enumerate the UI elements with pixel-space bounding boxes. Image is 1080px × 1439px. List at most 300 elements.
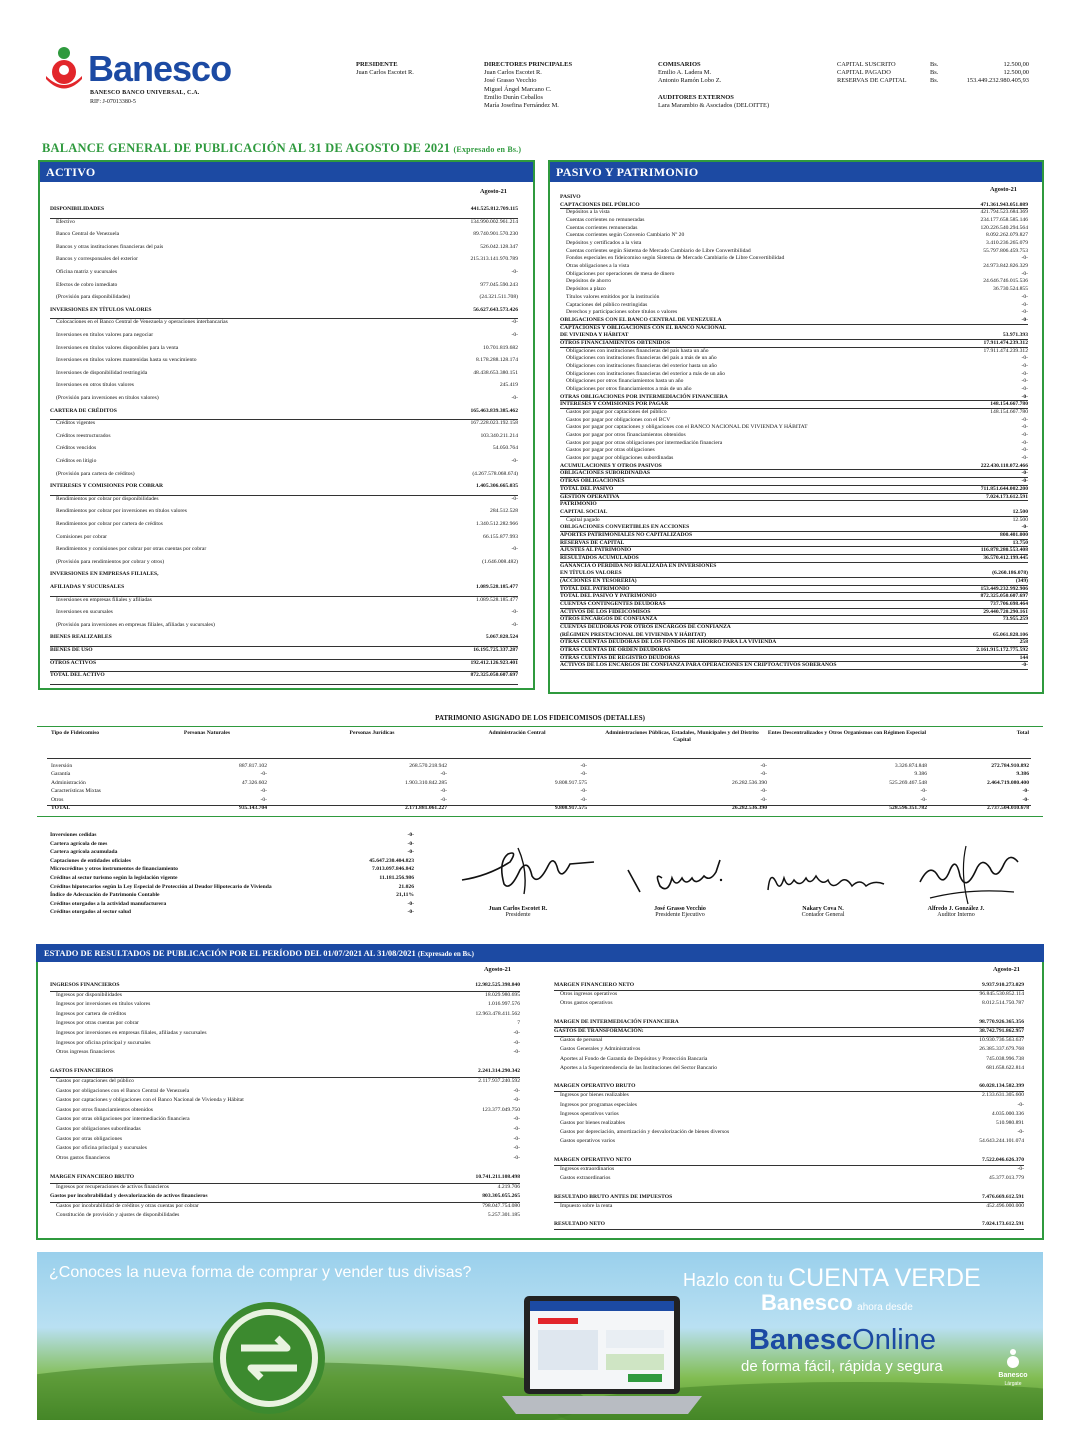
- row-label: MARGEN OPERATIVO BRUTO: [554, 1083, 636, 1090]
- statement-row: [50, 571, 518, 577]
- indicador-label: Créditos hipotecarios según la Ley Especial de Protección al Deudor Hipotecario de Vivienda: [50, 883, 272, 890]
- statement-row: [560, 601, 1028, 607]
- statement-row: [560, 1092, 1024, 1098]
- row-label: (Provisión para rendimientos por cobrar y otros): [56, 558, 165, 565]
- statement-row: [56, 1030, 520, 1036]
- row-label: Bancos y otras instituciones financieras del país: [56, 243, 164, 250]
- statement-row: [50, 1193, 520, 1199]
- statement-row: [566, 417, 1028, 423]
- row-label: Gastos de personal: [560, 1037, 603, 1044]
- row-label: Fondos especiales en fideicomiso según Sistema de Mercado Cambiario de Libre Convertibilidad: [566, 255, 785, 262]
- row-label: Ingresos por programas especiales: [560, 1101, 637, 1108]
- row-value: 222.430.118.072.466: [980, 462, 1028, 469]
- row-label: MARGEN DE INTERMEDIACIÓN FINANCIERA: [554, 1018, 679, 1025]
- row-label: Inversiones en títulos valores disponibles para la venta: [56, 344, 179, 351]
- fidei-header: Tipo de Fideicomiso: [51, 730, 100, 736]
- row-value: (4.267.578.068.674): [472, 470, 518, 477]
- row-value: 1.016.997.576: [487, 1001, 520, 1008]
- row-value: -0-: [1021, 524, 1028, 531]
- statement-row: [566, 255, 1028, 261]
- row-value: -0-: [513, 1087, 520, 1094]
- indicador-label: Índice de Adecuación de Patrimonio Contable: [50, 892, 160, 899]
- row-label: Efectos de cobro inmediato: [56, 281, 118, 288]
- row-value: 29.440.720.290.161: [983, 608, 1028, 615]
- row-label: Gastos por obligaciones subordinadas: [56, 1126, 141, 1132]
- statement-row: [566, 294, 1028, 300]
- signature-grasso-icon: [624, 852, 734, 902]
- banner-facil: de forma fácil, rápida y segura: [741, 1358, 943, 1375]
- statement-row: [560, 555, 1028, 561]
- row-value: -0-: [513, 1116, 520, 1123]
- brand-name: Banesco: [88, 48, 232, 89]
- row-label: Obligaciones con instituciones financieras del exterior hasta un año: [566, 362, 717, 369]
- firma-gonzalez: [896, 906, 1016, 918]
- row-value: 16.195.725.337.287: [473, 647, 518, 653]
- row-label: CAPTACIONES DEL PÚBLICO: [560, 201, 640, 208]
- row-value: 73.955.259: [1002, 616, 1028, 623]
- row-value: 10.930.736.563.637: [979, 1037, 1024, 1044]
- row-label: Ingresos por recuperaciones de activos financieros: [56, 1183, 169, 1190]
- row-value: 7.476.669.612.591: [982, 1193, 1024, 1200]
- row-label: Otros ingresos operativos: [560, 991, 618, 998]
- row-label: Obligaciones por otros financiamientos hasta un año: [566, 378, 684, 385]
- row-value: 12.982.525.398.840: [475, 982, 520, 988]
- statement-row: [56, 420, 518, 426]
- fidei-row-label: Otros: [51, 796, 64, 803]
- capital-value: 153.449.232.980.405,93: [966, 77, 1029, 85]
- row-value: -0-: [513, 1135, 520, 1142]
- row-value: -0-: [513, 1030, 520, 1036]
- row-value: -0-: [1021, 355, 1028, 362]
- row-label: TOTAL DEL ACTIVO: [50, 672, 105, 679]
- fidei-cell: 9.386: [1016, 771, 1029, 778]
- statement-row: [566, 447, 1028, 453]
- row-rule: [50, 684, 518, 685]
- row-value: 245.419: [499, 382, 518, 389]
- row-value: 8.012.514.750.787: [982, 1000, 1024, 1007]
- statement-row: [560, 540, 1028, 546]
- banner-banesco: Banesco: [761, 1290, 853, 1315]
- fidei-header: Personas Naturales: [183, 730, 231, 736]
- indicador-label: Créditos otorgados a la actividad manufacturera: [50, 900, 167, 907]
- statement-row: [56, 534, 518, 540]
- row-value: 800.401.000: [1000, 531, 1028, 538]
- row-label: OTRAS CUENTAS DE ORDEN DEUDORAS: [560, 647, 671, 654]
- row-label: OTRAS CUENTAS DEUDORAS DE LOS FONDOS DE AHORRO PARA LA VIVIENDA: [560, 639, 777, 646]
- row-value: 144: [1019, 654, 1028, 661]
- pasivo-title: PASIVO Y PATRIMONIO: [550, 162, 1042, 182]
- row-label: AFILIADAS Y SUCURSALES: [50, 584, 125, 590]
- statement-row: [560, 524, 1028, 530]
- row-label: Depósitos de ahorro: [566, 278, 612, 285]
- statement-row: [560, 1000, 1024, 1006]
- banesco-logo-icon: [42, 46, 86, 90]
- statement-row: [56, 597, 518, 603]
- row-label: CARTERA DE CRÉDITOS: [50, 407, 117, 414]
- capital-cur: Bs.: [930, 77, 939, 85]
- statement-row: [56, 332, 518, 338]
- capital-label: CAPITAL SUSCRITO: [837, 61, 896, 68]
- row-value: 56.627.643.573.426: [473, 306, 518, 313]
- row-value: -0-: [1021, 301, 1028, 308]
- statement-row: [560, 194, 1028, 200]
- banner-question: ¿Conoces la nueva forma de comprar y vender tus divisas?: [49, 1264, 472, 1281]
- row-value: (349): [1015, 578, 1028, 584]
- row-label: CAPTACIONES Y OBLIGACIONES CON EL BANCO NACIONAL: [560, 324, 727, 331]
- row-value: 18.029.980.695: [485, 991, 520, 998]
- fidei-cell: -0-: [440, 771, 447, 778]
- indicador-value: 21.026: [398, 883, 414, 890]
- statement-row: [560, 478, 1028, 484]
- row-label: GESTIÓN OPERATIVA: [560, 493, 620, 500]
- row-value: -0-: [513, 1097, 520, 1104]
- capital-cur: Bs.: [930, 61, 939, 68]
- row-label: Colocaciones en el Banco Central de Venezuela y operaciones interbancarias: [56, 319, 228, 326]
- company-rif: RIF: J-07013380-5: [90, 99, 136, 105]
- row-label: Otros gastos financieros: [56, 1154, 111, 1161]
- statement-row: [56, 1020, 520, 1026]
- row-label: OBLIGACIONES CONVERTIBLES EN ACCIONES: [560, 524, 690, 531]
- row-label: TOTAL DEL PASIVO: [560, 485, 614, 492]
- director: Miguel Ángel Marcano C.: [484, 85, 552, 93]
- statement-row: [566, 424, 1028, 430]
- row-value: -0-: [1017, 1101, 1024, 1108]
- row-value: 45.377.013.779: [989, 1175, 1024, 1182]
- row-label: DE VIVIENDA Y HÁBITAT: [560, 332, 629, 339]
- indicador-value: 11.181.256.986: [379, 875, 414, 881]
- row-label: Gastos por pagar por otros financiamientos obtenidos: [566, 432, 686, 439]
- fidei-cell: 2.464.719.080.400: [987, 779, 1029, 786]
- statement-row: [560, 1203, 1024, 1209]
- presidente-block: [356, 61, 414, 77]
- row-label: ACTIVOS DE LOS ENCARGOS DE CONFIANZA PARA OPERACIONES EN CRIPTOACTIVOS SOBERANOS: [560, 662, 837, 669]
- row-value: 36.730.524.855: [993, 286, 1028, 293]
- statement-row: [560, 1046, 1024, 1052]
- fidei-cell: -0-: [440, 788, 447, 795]
- row-label: Comisiones por cobrar: [56, 533, 107, 540]
- row-label: ACUMULACIONES Y OTROS PASIVOS: [560, 462, 662, 469]
- indicador-label: Captaciones de entidades oficiales: [50, 857, 131, 864]
- firma-escotet: [458, 906, 578, 918]
- statement-row: [560, 340, 1028, 346]
- statement-row: [560, 1120, 1024, 1126]
- indicador-value: -0-: [407, 840, 414, 847]
- banner-hazlo-line: [683, 1264, 981, 1293]
- statement-row: [56, 992, 520, 998]
- row-value: 66.155.877.993: [483, 533, 518, 540]
- statement-row: [56, 622, 518, 628]
- activo-title: ACTIVO: [40, 162, 533, 182]
- fidei-header: Entes Descentralizados y Otros Organismos con Régimen Especial: [767, 730, 927, 736]
- row-value: 12.500: [1012, 516, 1028, 523]
- capital-value: 12.500,00: [1003, 61, 1029, 68]
- capital-block: [837, 61, 1029, 86]
- row-value: 5.067.828.524: [485, 634, 518, 641]
- row-label: (Provisión para inversiones en títulos valores): [56, 395, 159, 401]
- indicador-row: [50, 892, 414, 898]
- statement-row: [554, 1019, 1024, 1025]
- statement-row: [560, 332, 1028, 338]
- row-value: 12.500: [1012, 508, 1028, 515]
- row-label: Gastos por incobrabilidad y desvalorización de activos financieros: [50, 1193, 208, 1200]
- fidei-table: [37, 728, 1043, 820]
- row-label: Cuentas corrientes remuneradas: [566, 224, 638, 231]
- statement-row: [56, 1212, 520, 1218]
- statement-row: [566, 302, 1028, 308]
- comisario: Emilio A. Ladera M.: [658, 69, 712, 77]
- row-value: 38.742.791.862.957: [979, 1028, 1024, 1034]
- statement-row: [56, 559, 518, 565]
- row-value: 53.971.393: [1002, 332, 1028, 339]
- row-label: OTRAS OBLIGACIONES POR INTERMEDIACIÓN FINANCIERA: [560, 393, 728, 400]
- row-value: 17.911.474.239.312: [983, 339, 1028, 346]
- row-label: OTROS ENCARGOS DE CONFIANZA: [560, 616, 658, 623]
- statement-row: [560, 202, 1028, 208]
- row-value: 192.412.126.923.401: [470, 659, 518, 666]
- statement-row: [560, 624, 1028, 630]
- statement-row: [56, 1116, 520, 1122]
- statement-row: [560, 991, 1024, 997]
- statement-row: [56, 1145, 520, 1151]
- row-value: 234.177.658.585.146: [980, 217, 1028, 224]
- row-label: Gastos por oficina principal y sucursales: [56, 1145, 147, 1152]
- indicador-label: Cartera agrícola acumulada: [50, 849, 118, 856]
- row-label: Gastos por incobrabilidad de créditos y otras cuentas por cobrar: [56, 1202, 199, 1209]
- row-value: -0-: [1021, 662, 1028, 669]
- row-value: 5.257.301.185: [487, 1212, 520, 1219]
- capital-cur: Bs.: [930, 69, 939, 77]
- statement-row: [56, 1126, 520, 1132]
- comisarios-block: [658, 61, 769, 110]
- row-label: ACTIVOS DE LOS FIDEICOMISOS: [560, 608, 651, 615]
- row-label: Gastos por otros financiamientos obtenidos: [56, 1106, 153, 1113]
- row-value: (6.260.186.078): [992, 570, 1028, 577]
- row-value: 526.042.128.347: [480, 243, 518, 250]
- fidei-cell: 268.570.218.942: [409, 763, 447, 769]
- laptop-icon: [502, 1292, 702, 1420]
- fidei-header-rule: [47, 758, 1031, 759]
- statement-row: [56, 357, 518, 363]
- indicador-row: [50, 832, 414, 838]
- fidei-cell: 2.737.504.010.678: [987, 805, 1029, 811]
- signature-gonzalez-icon: [910, 842, 1030, 910]
- statement-row: [560, 1129, 1024, 1135]
- indicador-value: 21,11%: [396, 892, 414, 899]
- statement-row: [56, 244, 518, 250]
- fidei-cell: 935.143.704: [239, 805, 267, 811]
- banner-banesco-line: [761, 1290, 913, 1316]
- row-value: -0-: [1021, 270, 1028, 277]
- statement-row: [566, 363, 1028, 369]
- row-value: 26.385.337.679.768: [979, 1046, 1024, 1053]
- row-value: 215.313.141.970.789: [470, 256, 518, 263]
- row-value: 7: [517, 1020, 520, 1027]
- indicador-row: [50, 901, 414, 907]
- firma-role: Contador General: [801, 912, 845, 918]
- promo-banner: [37, 1252, 1043, 1420]
- fidei-bottom-rule: [37, 816, 1043, 817]
- statement-row: [56, 395, 518, 401]
- row-label: BIENES DE USO: [50, 647, 93, 653]
- statement-row: [56, 1097, 520, 1103]
- statement-row: [560, 547, 1028, 553]
- row-label: Obligaciones por operaciones de mesa de dinero: [566, 270, 675, 277]
- row-label: Inversiones en otros títulos valores: [56, 382, 134, 389]
- fidei-row-label: Garantía: [51, 771, 71, 778]
- row-label: Captaciones del público restringidas: [566, 301, 648, 308]
- row-label: Créditos vigentes: [56, 420, 95, 427]
- statement-row: [560, 616, 1028, 622]
- row-label: Ingresos operativos varios: [560, 1110, 619, 1117]
- statement-row: [56, 370, 518, 376]
- row-value: 10.741.211.108.498: [475, 1174, 520, 1180]
- statement-row: [566, 378, 1028, 384]
- row-label: Gastos extraordinarios: [560, 1175, 611, 1182]
- row-label: Obligaciones con instituciones financieras del país hasta un año: [566, 347, 709, 354]
- statement-row: [566, 371, 1028, 377]
- statement-row: [560, 647, 1028, 653]
- pasivo-panel: [548, 160, 1044, 694]
- capital-label: CAPITAL PAGADO: [837, 69, 891, 77]
- row-value: 7.024.173.612.591: [986, 493, 1028, 500]
- fidei-cell: 887.817.102: [239, 763, 267, 769]
- indicador-value: 7.013.097.846.842: [372, 866, 414, 873]
- row-value: 116.878.280.553.408: [980, 547, 1028, 554]
- indicador-row: [50, 875, 414, 881]
- row-value: 123.377.049.750: [482, 1106, 520, 1113]
- fidei-row-label: Inversión: [51, 763, 73, 769]
- statement-row: [56, 508, 518, 514]
- fidei-cell: 26.282.536.390: [732, 805, 767, 811]
- statement-row: [560, 1166, 1024, 1172]
- indicador-label: Inversiones cedidas: [50, 832, 97, 838]
- row-value: -0-: [1017, 1166, 1024, 1172]
- row-label: TOTAL DEL PASIVO Y PATRIMONIO: [560, 593, 657, 600]
- row-value: -0-: [511, 495, 518, 502]
- fidei-cell: -0-: [760, 796, 767, 803]
- row-label: Gastos por pagar por captaciones del público: [566, 409, 667, 416]
- row-value: 258: [1019, 639, 1028, 646]
- row-value: -0-: [513, 1145, 520, 1152]
- banner-online-b: Online: [852, 1324, 936, 1356]
- statement-row: [554, 982, 1024, 988]
- row-label: GANANCIA O PÉRDIDA NO REALIZADA EN INVERSIONES: [560, 562, 717, 569]
- pasivo-col-header: Agosto-21: [990, 186, 1017, 193]
- firma-cova: [763, 906, 883, 918]
- row-label: DISPONIBILIDADES: [50, 206, 105, 212]
- row-label: Gastos por captaciones del público: [56, 1078, 134, 1084]
- row-value: 153.449.232.992.906: [980, 585, 1028, 592]
- row-label: BIENES REALIZABLES: [50, 634, 112, 641]
- row-value: 1.340.512.282.966: [476, 521, 518, 527]
- statement-row: [560, 470, 1028, 476]
- statement-row: [566, 309, 1028, 315]
- statement-row: [560, 1138, 1024, 1144]
- statement-row: [56, 1049, 520, 1055]
- row-label: GASTOS FINANCIEROS: [50, 1068, 114, 1075]
- row-value: -0-: [511, 269, 518, 275]
- fidei-header: Administración Central: [488, 730, 546, 736]
- row-label: CUENTAS DEUDORAS POR OTROS ENCARGOS DE CONFIANZA: [560, 624, 731, 631]
- statement-row: [56, 219, 518, 225]
- row-value: 7.522.046.626.370: [982, 1156, 1024, 1163]
- row-value: 148.154.667.780: [990, 401, 1028, 408]
- row-label: Créditos vencidos: [56, 445, 97, 452]
- statement-row: [566, 386, 1028, 392]
- fidei-cell: -0-: [440, 796, 447, 803]
- statement-row: [560, 317, 1028, 323]
- fidei-cell: -0-: [760, 771, 767, 778]
- row-value: -0-: [513, 1154, 520, 1161]
- fidei-cell: 26.282.536.390: [732, 779, 767, 786]
- indicador-label: Créditos al sector turismo según la legislación vigente: [50, 875, 178, 881]
- indicador-value: -0-: [407, 909, 414, 916]
- statement-row: [554, 1194, 1024, 1200]
- row-label: MARGEN OPERATIVO NETO: [554, 1156, 632, 1163]
- row-label: INGRESOS FINANCIEROS: [50, 982, 120, 988]
- fidei-row-label: TOTAL: [51, 805, 71, 811]
- row-label: OTROS ACTIVOS: [50, 659, 97, 666]
- fidei-cell: -0-: [1022, 796, 1029, 803]
- row-label: Rendimientos por cobrar por cartera de créditos: [56, 521, 163, 527]
- signature-escotet-icon: [458, 840, 598, 900]
- row-label: Ingresos por inversiones en títulos valores: [56, 1001, 151, 1008]
- statement-row: [560, 609, 1028, 615]
- statement-row: [56, 521, 518, 527]
- statement-row: [560, 532, 1028, 538]
- row-label: Ingresos por oficina principal y sucursales: [56, 1039, 151, 1046]
- row-value: 471.361.943.051.089: [980, 201, 1028, 208]
- statement-row: [56, 231, 518, 237]
- row-label: OBLIGACIONES SUBORDINADAS: [560, 470, 650, 477]
- row-label: Gastos por otras obligaciones: [56, 1135, 123, 1142]
- row-value: -0-: [511, 546, 518, 553]
- fidei-cell: -0-: [580, 763, 587, 769]
- row-label: RESULTADO BRUTO ANTES DE IMPUESTOS: [554, 1193, 673, 1200]
- statement-row: [560, 509, 1028, 515]
- row-label: INTERESES Y COMISIONES POR PAGAR: [560, 401, 669, 408]
- row-value: 4.219.706: [497, 1183, 520, 1190]
- firma-name: Alfredo J. González J.: [927, 906, 985, 912]
- firma-role: Presidente: [505, 912, 531, 918]
- row-value: 2.117.937.240.592: [478, 1078, 520, 1084]
- statement-row: [560, 486, 1028, 492]
- statement-row: [566, 263, 1028, 269]
- row-label: Otras obligaciones a la vista: [566, 263, 630, 270]
- indicadores-list: [50, 832, 414, 928]
- row-label: Depósitos y certificados a la vista: [566, 240, 642, 247]
- row-label: Otros ingresos financieros: [56, 1049, 115, 1056]
- statement-row: [560, 586, 1028, 592]
- resultados-title: ESTADO DE RESULTADOS DE PUBLICACIÓN POR EL PERÍODO DEL 01/07/2021 AL 31/08/2021: [44, 948, 416, 958]
- row-label: OTRAS CUENTAS DE REGISTRO DEUDORAS: [560, 654, 680, 661]
- statement-row: [56, 1040, 520, 1046]
- row-value: -0-: [1021, 386, 1028, 392]
- statement-row: [50, 672, 518, 678]
- fidei-header: Total: [1016, 730, 1029, 736]
- director: Emilio Durán Ceballos: [484, 93, 543, 101]
- statement-row: [56, 496, 518, 502]
- statement-row: [560, 563, 1028, 569]
- fidei-cell: 47.326.602: [241, 779, 267, 786]
- statement-row: [560, 578, 1028, 584]
- statement-row: [566, 455, 1028, 461]
- row-value: 7.024.173.612.591: [982, 1221, 1024, 1228]
- statement-row: [560, 501, 1028, 507]
- statement-row: [560, 394, 1028, 400]
- fidei-header: Personas Jurídicas: [349, 730, 395, 736]
- statement-row: [560, 1065, 1024, 1071]
